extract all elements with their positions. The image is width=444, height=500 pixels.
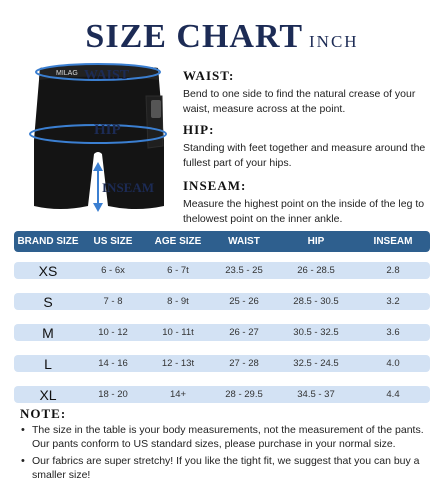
unit-label: INCH [309,32,359,51]
table-header-row [14,231,430,252]
column-header: WAIST [228,236,260,247]
table-cell: 6 - 7t [167,265,189,276]
table-cell: L [44,355,52,372]
table-cell: M [42,324,54,341]
waist-instruction [183,68,438,117]
table-cell: 7 - 8 [103,296,123,307]
note-item: • The size in the table is your body measurements, not the measurement of the pants. Our pants conform to US standard sizes, please purchase in your normal size. [20,423,438,451]
inseam-instruction [183,178,438,227]
note-list [20,423,438,482]
table-cell: 10 - 12 [98,327,128,338]
column-header: US SIZE [93,236,133,247]
table-cell: 14+ [169,389,187,400]
note-heading: NOTE: [20,406,67,421]
column-header: HIP [307,236,325,247]
table-cell: 4.4 [386,389,400,400]
table-cell: 4.0 [386,358,400,369]
table-cell: XS [38,262,58,279]
table-row [14,262,430,279]
table-cell: 3.2 [386,296,400,307]
table-cell: 28 - 29.5 [225,389,263,400]
table-cell: S [43,293,53,310]
table-cell: 28.5 - 30.5 [293,296,339,307]
table-cell: 23.5 - 25 [225,265,263,276]
table-cell: XL [39,386,57,403]
column-header: BRAND SIZE [17,236,79,247]
hip-heading: HIP: [183,122,215,137]
table-cell: 26 - 28.5 [297,265,335,276]
note-item: • Our fabrics are super stretchy! If you like the tight fit, we suggest that you can buy a smaller size! [20,454,438,482]
table-cell: 25 - 26 [229,296,259,307]
table-cell: 8 - 9t [167,296,189,307]
note-section [20,406,438,485]
hip-text: Standing with feet together and measure around the fullest part of your hips. [183,142,426,169]
table-cell: 26 - 27 [229,327,259,338]
table-row [14,355,430,372]
table-row [14,324,430,341]
column-header: AGE SIZE [154,236,202,247]
waist-label: WAIST [84,68,130,83]
table-cell: 6 - 6x [101,265,125,276]
table-cell: 32.5 - 24.5 [293,358,339,369]
table-row [14,386,430,403]
inseam-heading: INSEAM: [183,178,247,193]
table-cell: 34.5 - 37 [297,389,335,400]
hip-label: HIP [94,122,121,138]
hip-instruction [183,122,438,171]
waist-heading: WAIST: [183,68,235,83]
table-row [14,293,430,310]
table-cell: 12 - 13t [161,358,195,369]
shorts-figure [18,56,178,226]
table-cell: 18 - 20 [98,389,128,400]
inseam-text: Measure the highest point on the inside of the leg to thelowest point on the inner ankle. [183,198,425,225]
table-cell: 30.5 - 32.5 [293,327,339,338]
column-header: INSEAM [373,236,413,247]
size-table [14,231,430,403]
waist-text: Bend to one side to find the natural crease of your waist, measure across at the point. [183,88,416,115]
table-cell: 2.8 [386,265,400,276]
title-text: SIZE CHART [85,18,304,55]
page-title [0,18,444,56]
inseam-label: INSEAM [102,180,155,195]
table-cell: 10 - 11t [162,327,194,338]
table-cell: 14 - 16 [98,358,128,369]
brand-logo: MILAG [56,70,78,77]
table-cell: 27 - 28 [229,358,259,369]
table-cell: 3.6 [386,327,400,338]
